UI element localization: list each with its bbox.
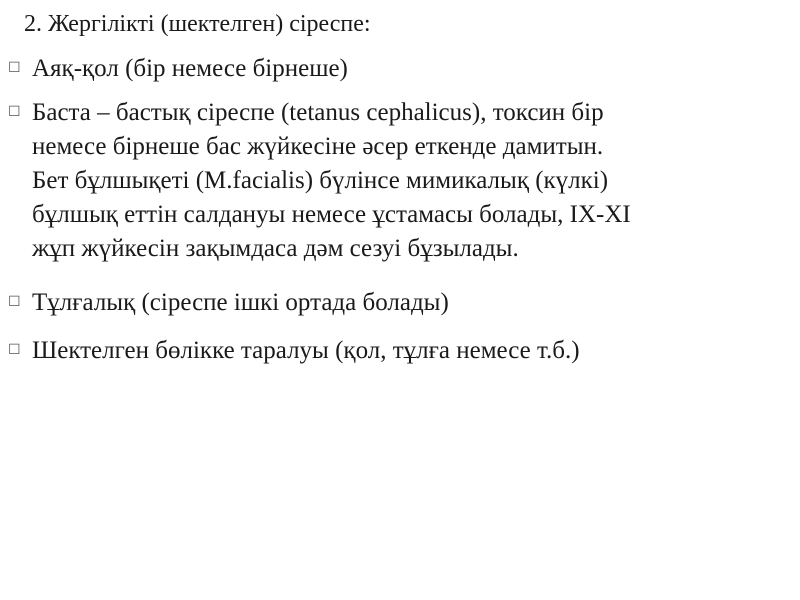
bullet-marker-icon: ☐ — [8, 295, 21, 310]
bullet-marker-icon: ☐ — [8, 343, 21, 358]
bullet-item — [8, 286, 764, 320]
bullet-text: Аяқ-қол (бір немесе бірнеше) — [32, 55, 348, 82]
slide-heading: 2. Жергілікті (шектелген) сіреспе: — [24, 11, 371, 37]
bullet-item — [8, 334, 764, 368]
bullet-marker-icon: ☐ — [8, 61, 21, 76]
bullet-item — [8, 52, 764, 86]
bullet-text: Шектелген бөлікке таралуы (қол, тұлға немесе т.б.) — [32, 337, 580, 364]
bullet-text: Баста – бастық сіреспе (tetanus cephalicus), токсин бір немесе бірнеше бас жүйкесіне әсер еткенде дамитын. Бет бұлшықеті (M.facialis) бүлінсе мимикалық (күлкі) бұлшық еттін салдануы немесе ұстамасы болады, IX-XI жұп жүйкесін зақымдаса дәм сезуі бұзылады. — [32, 99, 631, 262]
bullet-item — [8, 96, 764, 266]
bullet-text: Тұлғалық (сіреспе ішкі ортада болады) — [32, 289, 449, 316]
bullet-marker-icon: ☐ — [8, 105, 21, 120]
